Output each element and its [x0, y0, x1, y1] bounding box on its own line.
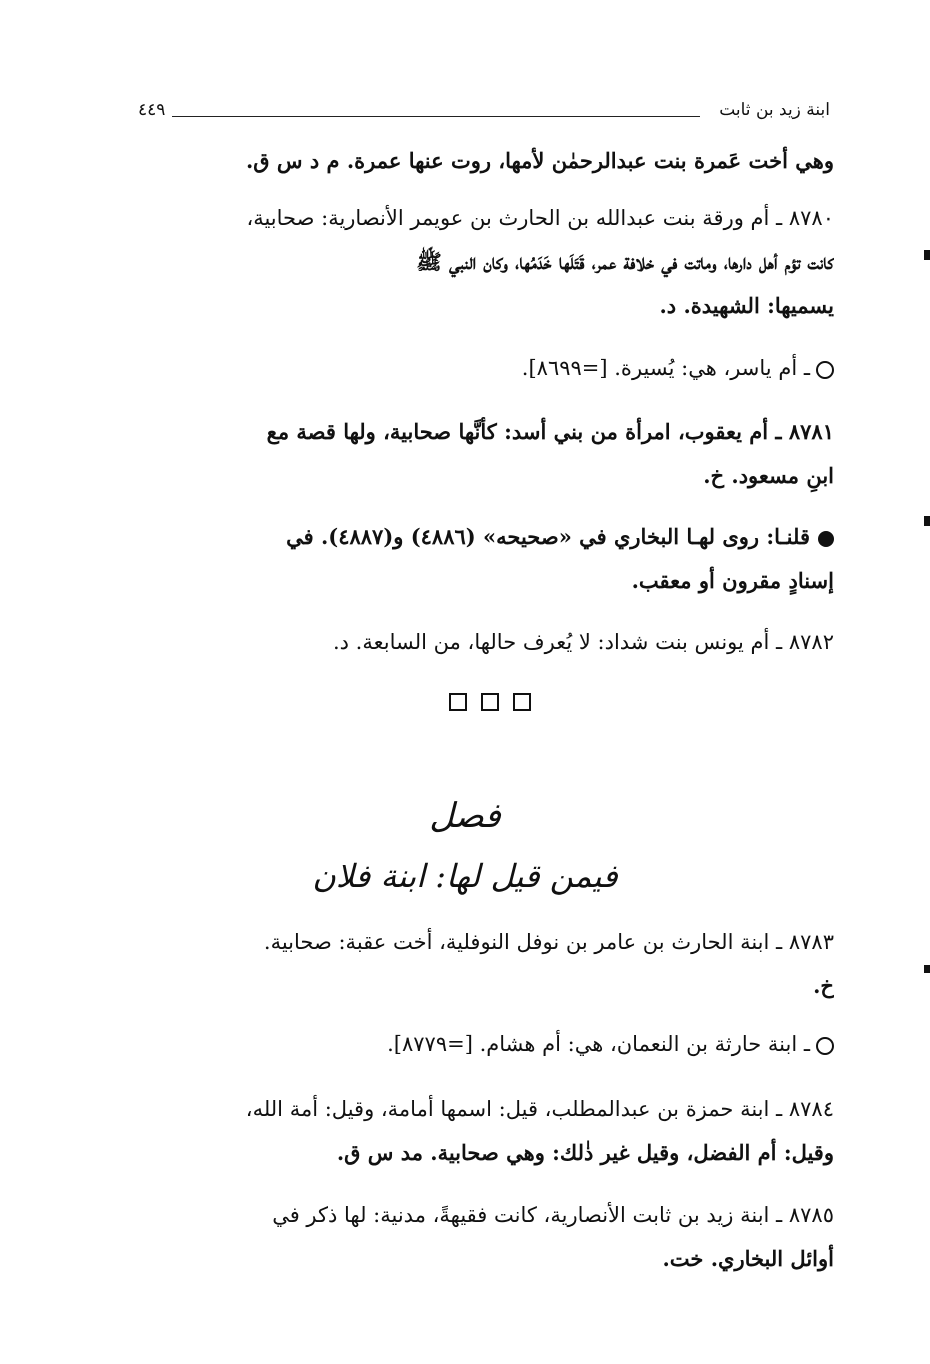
- cross-reference-haritha: [138, 1022, 834, 1066]
- page-number: ٤٤٩: [138, 96, 169, 124]
- page-header: [138, 96, 830, 124]
- filled-circle-marker-icon: [818, 531, 834, 547]
- text-line: ٨٧٨١ ـ أم يعقوب، امرأة من بني أسد: كأنَّها صحابية، ولها قصة مع: [266, 419, 834, 444]
- text-line: ٨٧٨٠ ـ أم ورقة بنت عبدالله بن الحارث بن عويمر الأنصارية: صحابية،: [246, 206, 834, 230]
- square-ornament-icon: [481, 693, 499, 711]
- scan-edge-mark: [924, 250, 930, 260]
- open-circle-marker-icon: [816, 361, 834, 379]
- running-title: ابنة زيد بن ثابت: [713, 96, 830, 124]
- text-line: وقيل: أم الفضل، وقيل غير ذٰلك: وهي صحابية. مد س ق.: [336, 1140, 834, 1165]
- text-line: وهي أخت عَمرة بنت عبدالرحمٰن لأمها، روت عنها عمرة. م د س ق.: [245, 148, 834, 173]
- scan-edge-mark: [924, 965, 930, 973]
- text-line: يسميها: الشهيدة. د.: [659, 293, 834, 318]
- text-line: كانت تؤم أهل دارها، وماتت في خلافة عمر، قَتَلَها خَدَمُها، وكان النبي ﷺ: [416, 249, 834, 274]
- square-ornament-icon: [513, 693, 531, 711]
- section-title: فصل: [429, 796, 501, 836]
- entry-8783: [138, 920, 834, 1008]
- paragraph-continuation: [138, 139, 834, 183]
- text-line: ٨٧٨٣ ـ ابنة الحارث بن عامر بن نوفل النوفلية، أخت عقبة: صحابية.: [263, 930, 834, 954]
- entry-8780: [138, 196, 834, 328]
- text-line: أوائل البخاري. خت.: [662, 1246, 834, 1271]
- section-divider-ornament: [449, 693, 531, 711]
- scan-edge-mark: [924, 516, 930, 526]
- entry-8784: [138, 1087, 834, 1175]
- text-line: ـ ابنة حارثة بن النعمان، هي: أم هشام. [=٨٧٧٩].: [387, 1032, 810, 1056]
- entry-8782: [138, 620, 834, 664]
- text-line: ابنِ مسعود. خ.: [703, 463, 834, 488]
- entry-8781: [138, 410, 834, 498]
- open-circle-marker-icon: [816, 1037, 834, 1055]
- text-line: ـ أم ياسر، هي: يُسيرة. [=٨٦٩٩].: [521, 356, 810, 380]
- text-line: ٨٧٨٢ ـ أم يونس بنت شداد: لا يُعرف حالها، من السابعة. د.: [332, 630, 834, 654]
- cross-reference-umm-yasir: [138, 346, 834, 390]
- section-subtitle: فيمن قيل لها: ابنة فلان: [312, 857, 618, 895]
- square-ornament-icon: [449, 693, 467, 711]
- text-line: إسنادٍ مقرون أو معقب.: [631, 568, 834, 593]
- header-rule: [172, 116, 700, 117]
- text-line: ٨٧٨٥ ـ ابنة زيد بن ثابت الأنصارية، كانت فقيهةً، مدنية: لها ذكر في: [272, 1203, 834, 1227]
- text-line: ٨٧٨٤ ـ ابنة حمزة بن عبدالمطلب، قيل: اسمها أمامة، وقيل: أمة الله،: [245, 1097, 834, 1121]
- text-line: خ.: [813, 973, 834, 998]
- text-line: قلنـا: روى لهـا البخاري في «صحيحه» (٤٨٨٦) و(٤٨٨٧). في: [286, 524, 810, 549]
- editors-note: [138, 515, 834, 603]
- entry-8785: [138, 1193, 834, 1281]
